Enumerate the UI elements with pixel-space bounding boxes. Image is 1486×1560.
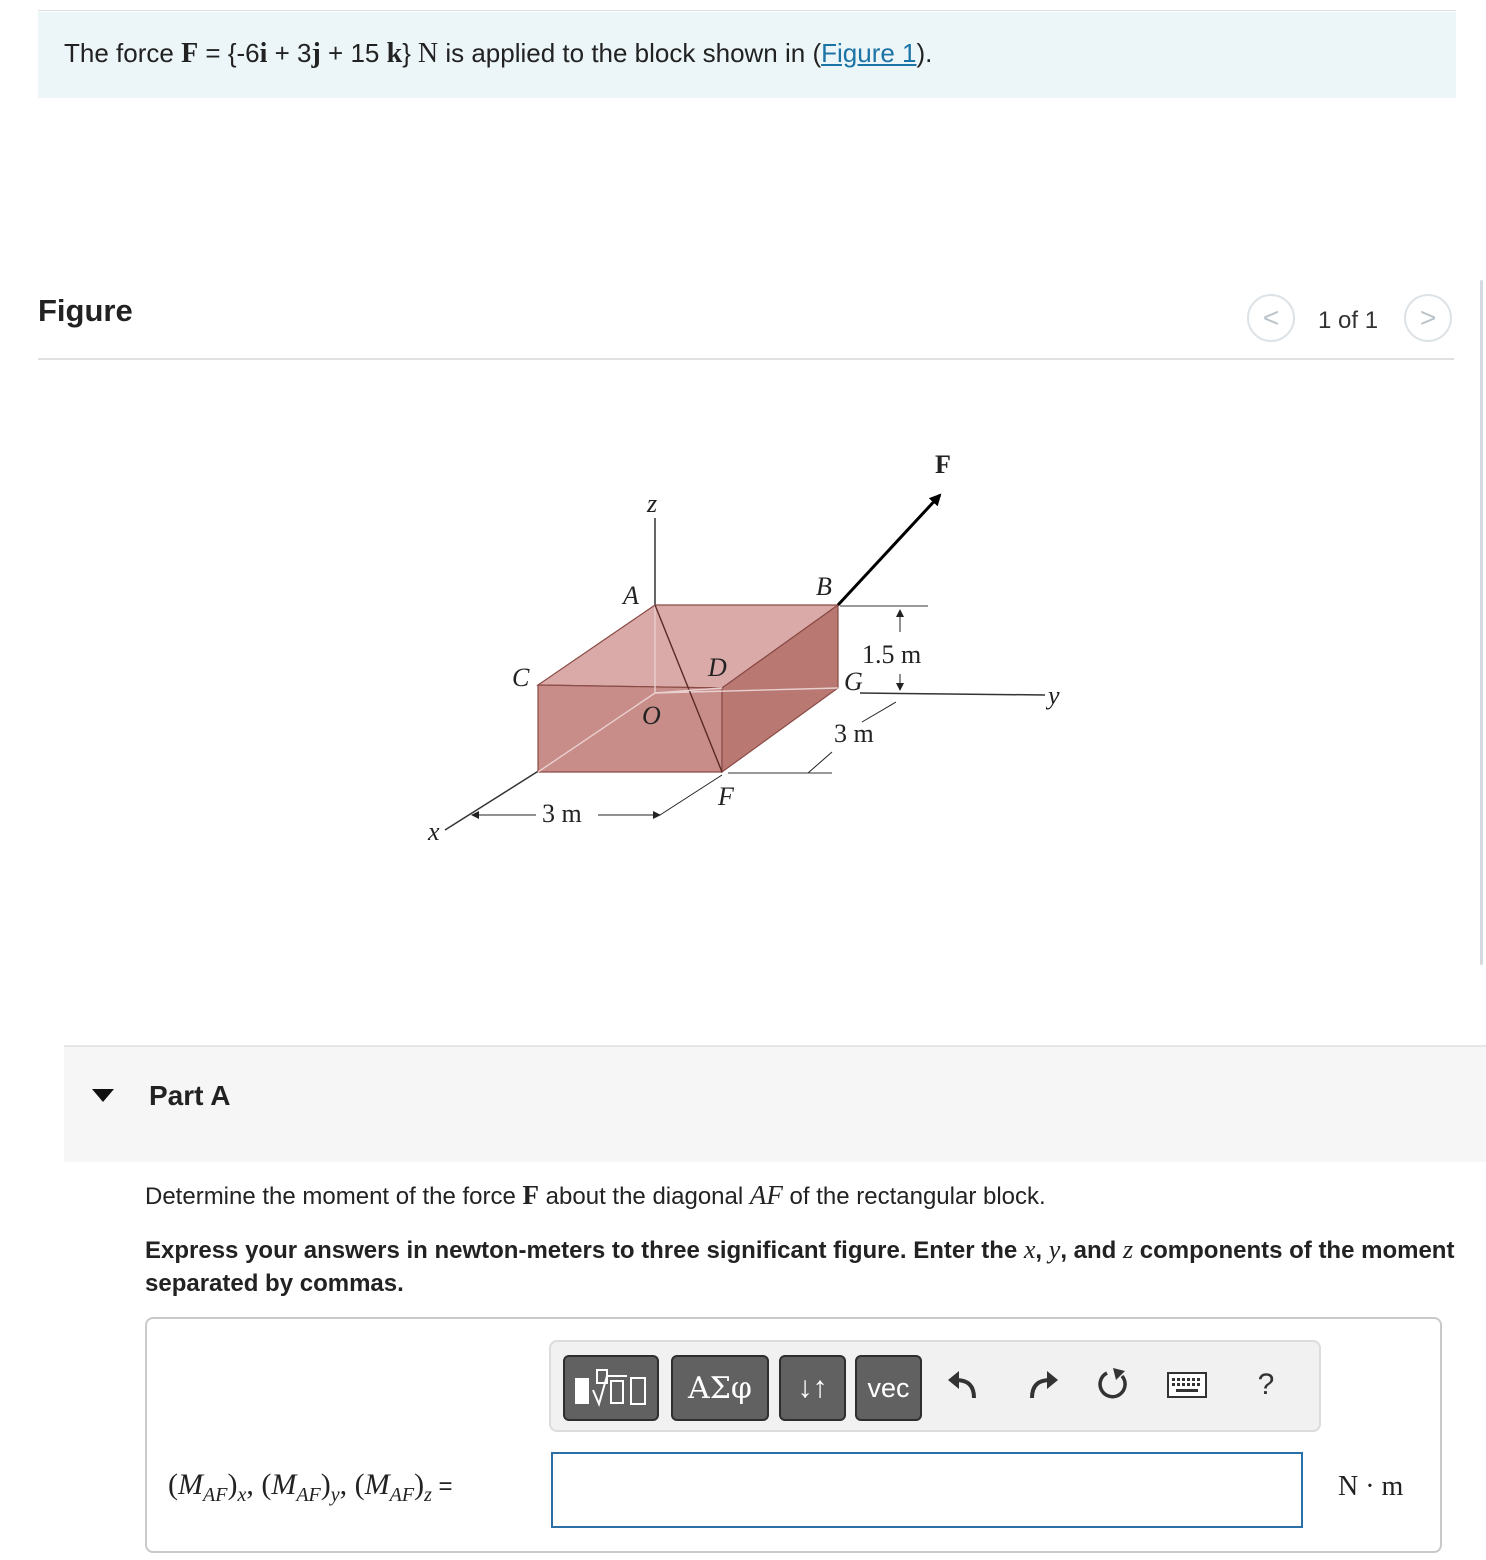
force-symbol: F: [181, 38, 199, 69]
top-divider: [38, 10, 1456, 11]
force-label-F: F: [935, 450, 951, 479]
point-label-B: B: [816, 572, 832, 601]
prev-figure-button[interactable]: [1247, 294, 1295, 342]
figure-title: Figure: [38, 293, 133, 328]
label-sub-3: AF: [389, 1484, 415, 1506]
figure-divider: [38, 358, 1454, 360]
instructions-and: , and: [1060, 1237, 1123, 1264]
chevron-left-icon: <: [1262, 302, 1280, 333]
axis-label-y: y: [1048, 681, 1060, 710]
next-figure-button[interactable]: [1404, 294, 1452, 342]
arrows-label: ↓↑: [797, 1371, 828, 1404]
label-equals: =: [431, 1473, 453, 1500]
reset-icon[interactable]: [1091, 1362, 1135, 1408]
axis-label-x: x: [428, 817, 440, 846]
point-label-F: F: [718, 782, 734, 811]
point-label-G: G: [844, 667, 863, 696]
triangle-down-icon[interactable]: [92, 1089, 114, 1102]
help-label: ?: [1257, 1368, 1275, 1401]
dimension-width: 3 m: [834, 719, 874, 748]
dimension-height: 1.5 m: [862, 640, 922, 669]
force-arrow: [838, 495, 940, 605]
figure-link[interactable]: Figure 1: [821, 38, 917, 68]
label-sub-2: AF: [296, 1484, 321, 1506]
question-mid: about the diagonal: [539, 1183, 750, 1210]
math-toolbar: [549, 1340, 1321, 1432]
label-M-1: M: [178, 1468, 203, 1501]
unit-vector-i: i: [259, 38, 268, 69]
problem-statement: [64, 38, 932, 70]
force-unit: N: [410, 38, 439, 69]
chevron-right-icon: >: [1419, 302, 1437, 333]
question-force-symbol: F: [522, 1180, 540, 1210]
problem-statement-banner: [38, 12, 1456, 98]
answer-label: $(M_{AF})_x$, $(M_{AF})_y$, $(M_{AF})_z$ =: [168, 1468, 453, 1506]
block-front-face: [538, 685, 722, 772]
unit-vector-k: k: [386, 38, 403, 69]
vector-open: {-6: [227, 38, 260, 68]
plus-term-2: + 15: [320, 38, 387, 68]
label-M-3: M: [364, 1468, 390, 1501]
subscript-superscript-button[interactable]: [779, 1355, 846, 1421]
instructions-x: x: [1023, 1235, 1036, 1264]
instructions-y: y: [1048, 1235, 1061, 1264]
instructions-part-2: components of the moment separated by commas.: [145, 1237, 1455, 1297]
redo-icon[interactable]: [1021, 1362, 1065, 1408]
dimension-length: 3 m: [542, 799, 582, 828]
question-text: [145, 1180, 1046, 1211]
question-prefix: Determine the moment of the force: [145, 1183, 523, 1210]
templates-button[interactable]: [563, 1355, 659, 1421]
plus-term-1: + 3: [267, 38, 312, 68]
label-x: x: [237, 1484, 247, 1506]
scrollbar[interactable]: [1480, 280, 1483, 965]
undo-icon[interactable]: [941, 1362, 985, 1408]
answer-input[interactable]: [551, 1452, 1303, 1528]
greek-symbols-button[interactable]: [671, 1355, 769, 1421]
answer-instructions: [145, 1233, 1475, 1300]
greek-label: ΑΣφ: [688, 1370, 752, 1406]
templates-icon: [571, 1366, 651, 1410]
problem-suffix: is applied to the block shown in (: [438, 38, 822, 68]
label-y: y: [330, 1484, 340, 1506]
point-label-O: O: [642, 701, 661, 730]
y-axis: [860, 693, 1045, 695]
x-axis: [445, 770, 540, 830]
problem-prefix: The force: [64, 38, 182, 68]
figure-page-indicator: 1 of 1: [1318, 307, 1379, 334]
keyboard-icon[interactable]: [1165, 1362, 1209, 1408]
point-label-A: A: [623, 581, 639, 610]
vector-close: }: [402, 38, 411, 68]
dim-width-line-2: [808, 752, 832, 773]
point-label-D: D: [708, 653, 727, 682]
unit-label: N · m: [1338, 1471, 1404, 1502]
instructions-comma: ,: [1035, 1237, 1049, 1264]
point-label-C: C: [512, 663, 530, 692]
label-M-2: M: [271, 1468, 297, 1501]
instructions-part-1: Express your answers in newton-meters to three significant figure. Enter the: [145, 1237, 1024, 1264]
question-diagonal-AF: AF: [749, 1180, 783, 1210]
block-figure: [400, 440, 1100, 860]
help-icon[interactable]: [1244, 1362, 1288, 1408]
dim-length-ext: [660, 775, 722, 815]
problem-end: ).: [916, 38, 933, 68]
label-z: z: [424, 1484, 432, 1506]
part-a-title[interactable]: Part A: [149, 1080, 231, 1111]
part-a-header[interactable]: [64, 1045, 1486, 1162]
question-suffix: of the rectangular block.: [782, 1183, 1046, 1210]
vector-button[interactable]: [855, 1355, 922, 1421]
equals-sign: =: [198, 38, 228, 68]
unit-vector-j: j: [311, 38, 321, 69]
instructions-z: z: [1122, 1235, 1134, 1264]
axis-label-z: z: [647, 489, 658, 518]
vec-label: vec: [867, 1372, 910, 1403]
label-sub-1: AF: [203, 1484, 228, 1506]
